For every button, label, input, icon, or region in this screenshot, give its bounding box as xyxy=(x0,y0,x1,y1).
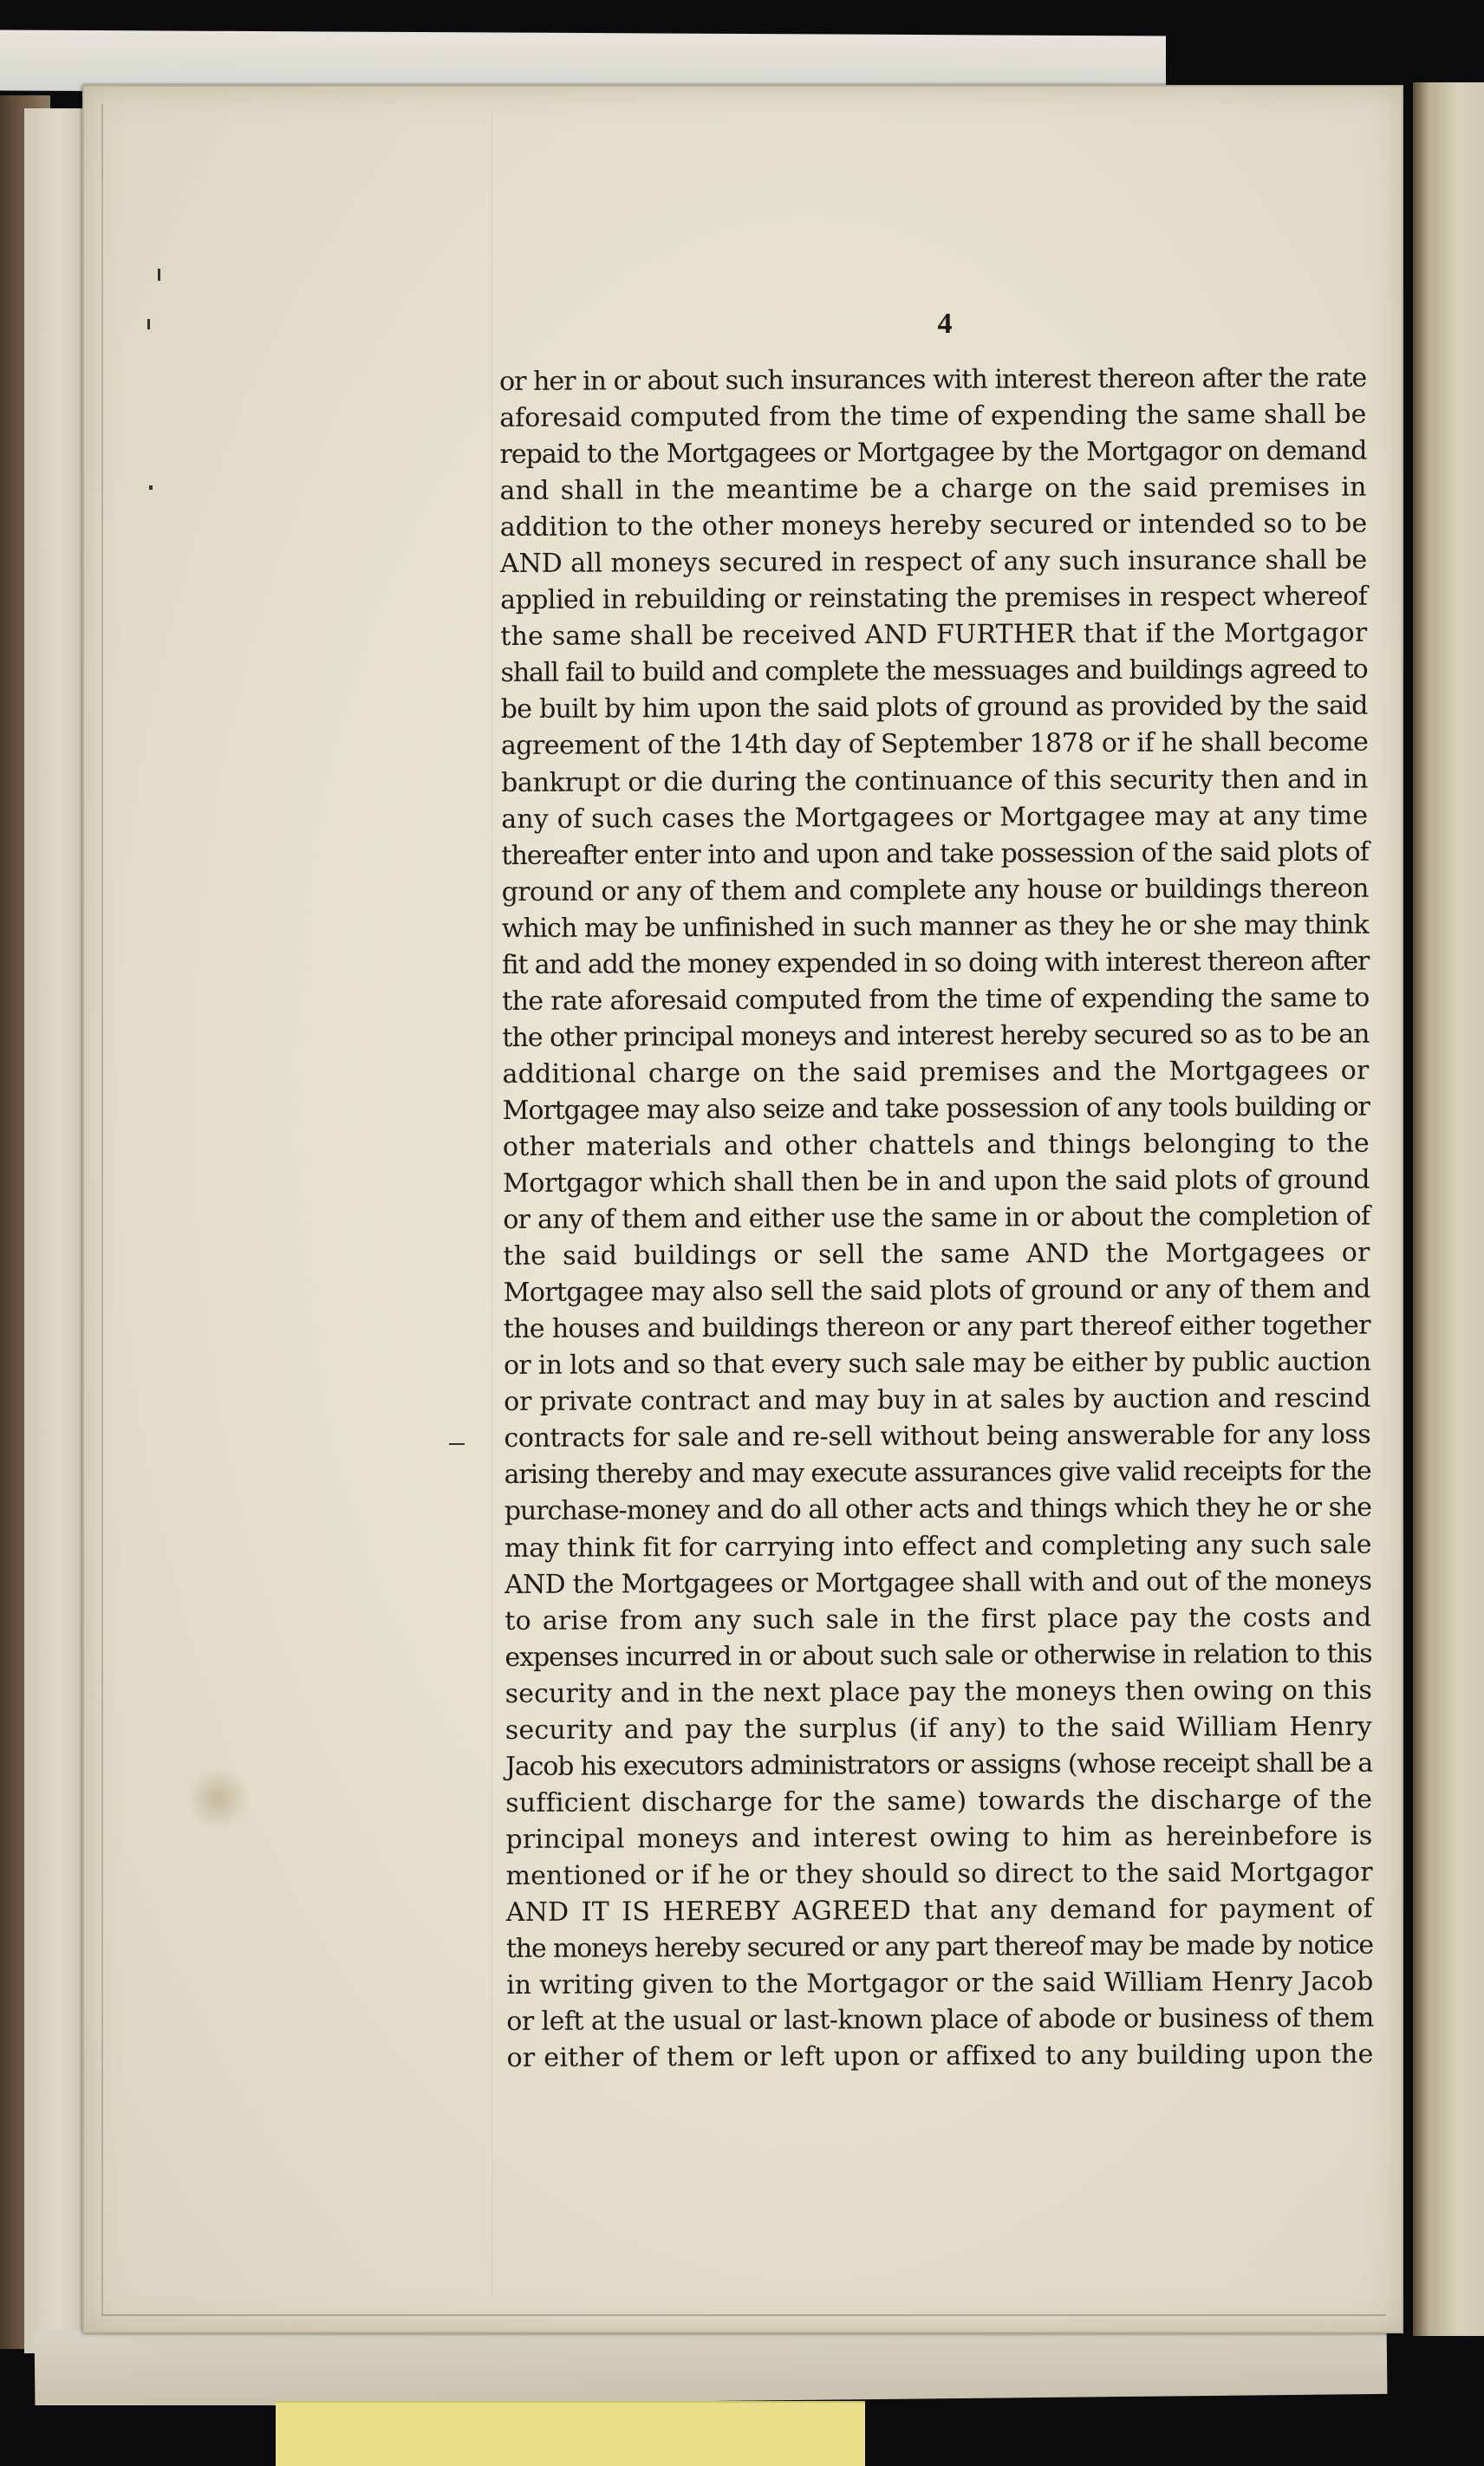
text-line: arising thereby and may execute assurances give valid receipts for the xyxy=(504,1456,1371,1491)
text-line: be built by him upon the said plots of ground as provided by the said xyxy=(500,691,1368,725)
text-line: expenses incurred in or about such sale or otherwise in relation to this xyxy=(504,1638,1372,1673)
text-line: additional charge on the said premises and the Mortgagees or xyxy=(502,1055,1370,1090)
text-line: agreement of the 14th day of September 1878 or if he shall become xyxy=(500,727,1369,762)
text-line: contracts for sale and re-sell without being answerable for any loss xyxy=(504,1419,1371,1454)
text-line: bankrupt or die during the continuance of this security then and in xyxy=(501,764,1369,798)
paper-stain xyxy=(188,1764,249,1833)
text-line: the same shall be received AND FURTHER that if the Mortgagor xyxy=(500,617,1368,653)
text-line: principal moneys and interest owing to him as hereinbefore is xyxy=(505,1820,1373,1855)
text-line: ground or any of them and complete any house or buildings thereon xyxy=(501,873,1369,908)
text-line: and shall in the meantime be a charge on the said premises in xyxy=(499,472,1367,507)
text-line: Mortgagor which shall then be in and upon the said plots of ground xyxy=(503,1164,1370,1200)
text-line: or private contract and may buy in at sales by auction and rescind xyxy=(504,1383,1371,1418)
text-line: AND IT IS HEREBY AGREED that any demand for payment of xyxy=(505,1893,1373,1928)
text-line: security and pay the surplus (if any) to the said William Henry xyxy=(504,1711,1372,1746)
right-adjacent-page xyxy=(1413,82,1484,2336)
text-line: repaid to the Mortgagees or Mortgagee by the Mortgagor on demand xyxy=(499,435,1367,471)
text-line: which may be unfinished in such manner as they he or she may think xyxy=(501,909,1369,944)
text-line: or either of them or left upon or affixed to any building upon the xyxy=(506,2039,1374,2074)
text-line: Mortgagee may also seize and take possession of any tools building or xyxy=(502,1091,1370,1126)
text-line: aforesaid computed from the time of expending the same shall be xyxy=(499,399,1367,434)
text-line: or left at the usual or last-known place of abode or business of them xyxy=(506,2002,1374,2038)
text-line: the other principal moneys and interest hereby secured so as to be an xyxy=(502,1018,1370,1053)
margin-mark xyxy=(158,269,160,281)
text-line: the rate aforesaid computed from the time of expending the same to xyxy=(502,982,1370,1017)
text-line: in writing given to the Mortgagor or the said William Henry Jacob xyxy=(506,1966,1374,2001)
page-fold-line xyxy=(491,113,492,2297)
body-text xyxy=(499,361,1374,2078)
text-line: mentioned or if he or they should so direct to the said Mortgagor xyxy=(505,1857,1373,1891)
margin-mark xyxy=(449,1443,465,1445)
text-line: or her in or about such insurances with interest thereon after the rate xyxy=(499,362,1367,397)
text-line: the said buildings or sell the same AND the Mortgagees or xyxy=(503,1237,1370,1272)
text-line: AND the Mortgagees or Mortgagee shall with and out of the moneys xyxy=(504,1565,1372,1600)
text-line: shall fail to build and complete the messuages and buildings agreed to xyxy=(500,654,1368,689)
text-line: the houses and buildings thereon or any part thereof either together xyxy=(503,1310,1370,1345)
margin-mark xyxy=(149,485,153,490)
text-line: to arise from any such sale in the first place pay the costs and xyxy=(504,1602,1372,1636)
text-line: applied in rebuilding or reinstating the premises in respect whereof xyxy=(500,581,1368,616)
text-line: the moneys hereby secured or any part thereof may be made by notice xyxy=(505,1929,1374,1964)
text-line: thereafter enter into and upon and take possession of the said plots of xyxy=(501,836,1369,871)
yellow-tab xyxy=(276,2401,865,2466)
text-line: purchase-money and do all other acts and things which they he or she xyxy=(504,1493,1372,1527)
text-line: any of such cases the Mortgagees or Mortgagee may at any time xyxy=(501,800,1369,835)
text-line: sufficient discharge for the same) towards the discharge of the xyxy=(505,1784,1373,1819)
text-line: may think fit for carrying into effect and completing any such sale xyxy=(504,1529,1372,1564)
text-line: or in lots and so that every such sale may be either by public auction xyxy=(503,1346,1371,1382)
text-line: AND all moneys secured in respect of any such insurance shall be xyxy=(499,544,1368,580)
left-stacked-pages xyxy=(24,108,87,2353)
text-line: Jacob his executors administrators or assigns (whose receipt shall be a xyxy=(504,1747,1373,1782)
text-line: other materials and other chattels and things belonging to the xyxy=(502,1128,1370,1162)
margin-mark xyxy=(147,319,150,329)
text-line: fit and add the money expended in so doing with interest thereon after xyxy=(501,946,1370,980)
text-line: addition to the other moneys hereby secured or intended so to be xyxy=(499,508,1368,543)
page-number: 4 xyxy=(937,308,953,340)
text-line: security and in the next place pay the moneys then owing on this xyxy=(504,1675,1373,1709)
text-line: or any of them and either use the same in or about the completion of xyxy=(503,1200,1370,1236)
text-line: Mortgagee may also sell the said plots of ground or any of them and xyxy=(503,1273,1370,1309)
